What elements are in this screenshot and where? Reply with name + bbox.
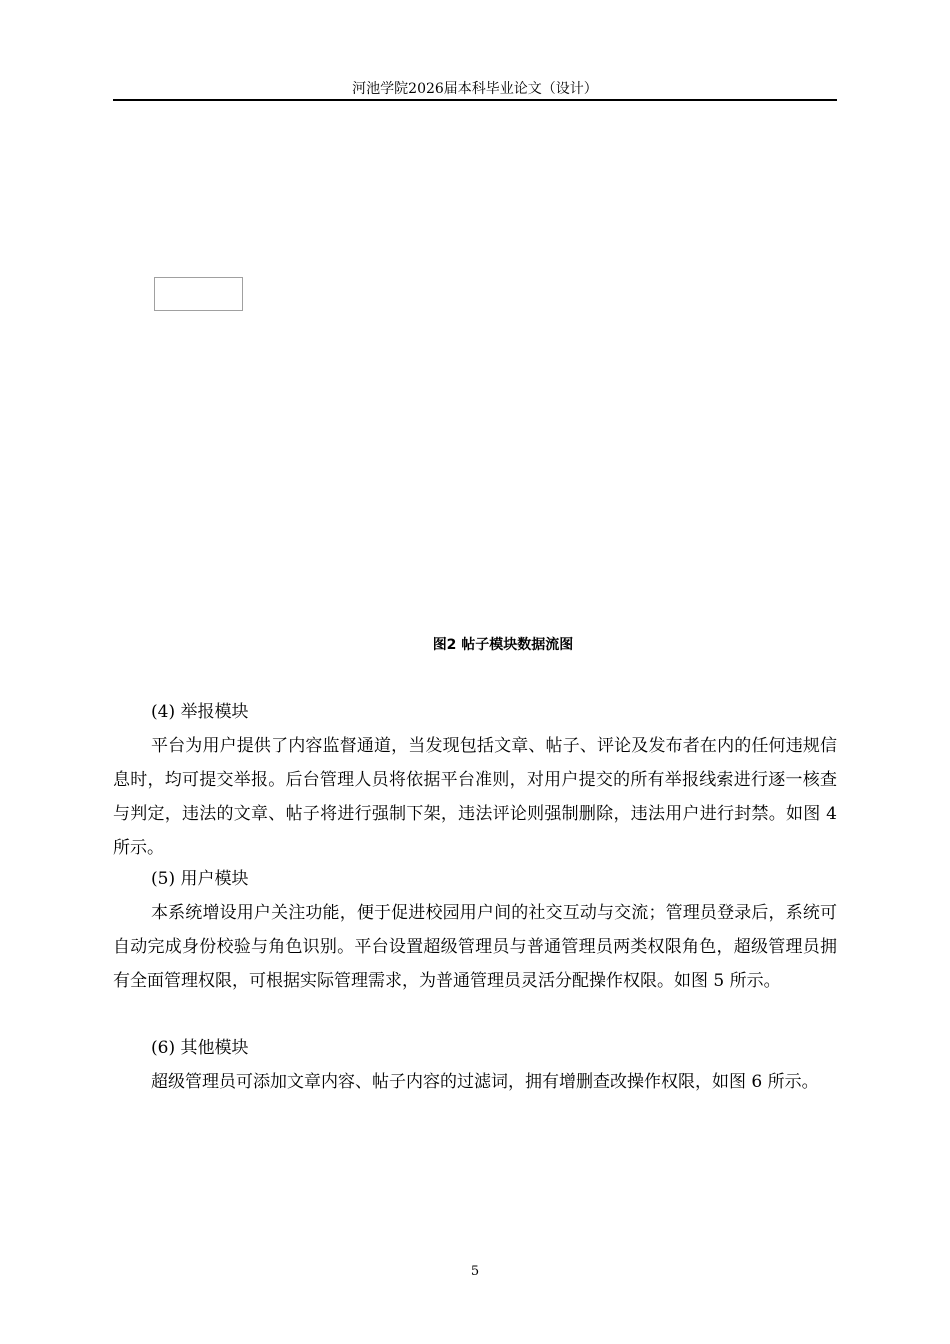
section-heading-user: (5) 用户模块 — [151, 869, 249, 889]
section-paragraph-other: 超级管理员可添加文章内容、帖子内容的过滤词，拥有增删查改操作权限，如图 6 所示。 — [151, 1072, 819, 1092]
header-divider — [113, 99, 837, 101]
page-number: 5 — [470, 1264, 480, 1279]
section-heading-other: (6) 其他模块 — [151, 1038, 249, 1058]
section-paragraph-report: 平台为用户提供了内容监督通道，当发现包括文章、帖子、评论及发布者在内的任何违规信息时，均可提交举报。后台管理人员将依据平台准则，对用户提交的所有举报线索进行逐一核查与判定，违法的文章、帖子将进行强制下架，违法评论则强制删除，违法用户进行封禁。如图 4 所示。 — [113, 736, 837, 858]
page-header-title: 河池学院2026届本科毕业论文（设计） — [352, 81, 598, 97]
section-heading-report: (4) 举报模块 — [151, 702, 249, 722]
figure-caption: 图2 帖子模块数据流图 — [432, 637, 574, 653]
section-paragraph-user: 本系统增设用户关注功能，便于促进校园用户间的社交互动与交流；管理员登录后，系统可自动完成身份校验与角色识别。平台设置超级管理员与普通管理员两类权限角色，超级管理员拥有全面管理权限，可根据实际管理需求，为普通管理员灵活分配操作权限。如图 5 所示。 — [113, 903, 837, 991]
figure-image-placeholder — [154, 277, 243, 311]
